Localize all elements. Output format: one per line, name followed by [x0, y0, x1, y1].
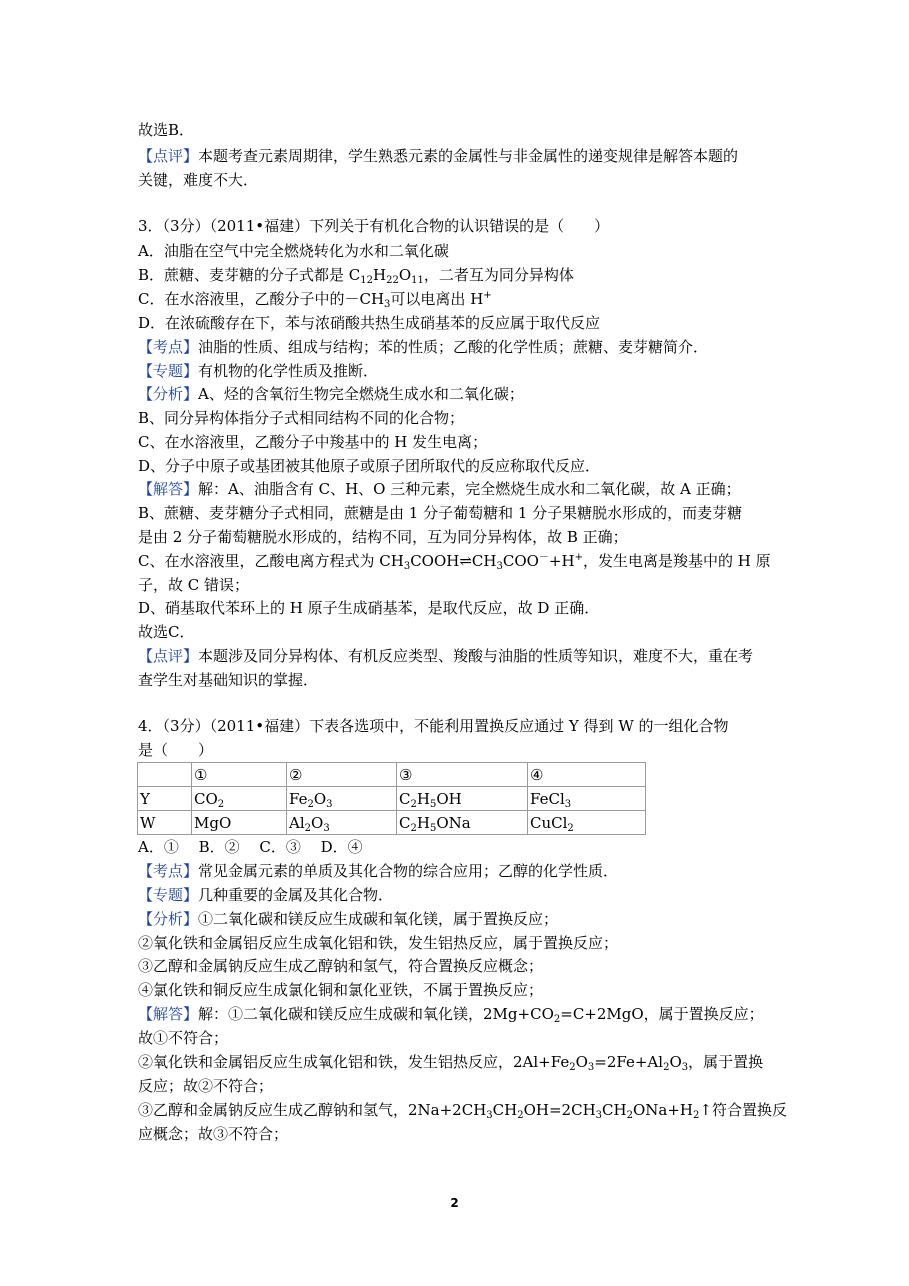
q3-option-c: C．在水溶液里，乙酸分子中的$-CH_3$可以电离出 H+ [138, 290, 492, 310]
q4-jieda-6: 应概念；故③不符合； [138, 1125, 289, 1143]
table-cell: Y [138, 787, 192, 811]
kaodian-tag: 【考点】 [138, 338, 199, 356]
table-cell: FeCl$_3$ [528, 787, 646, 811]
kaodian-tag: 【考点】 [138, 862, 199, 880]
q4-jieda-line: 【解答】解：①二氧化碳和镁反应生成碳和氧化镁，$2Mg+CO_2=C+2MgO$，属于置换反应； [138, 1005, 764, 1025]
table-cell: ③ [397, 763, 528, 787]
q3-review-line: 【点评】本题涉及同分异构体、有机反应类型、羧酸与油脂的性质等知识，难度不大，重在考 [138, 647, 754, 665]
jieda-tag: 【解答】 [138, 1005, 199, 1023]
table-cell: $C_2H_5ONa$ [397, 811, 528, 835]
q4-stem: 4．（3分）（2011•福建）下表各选项中，不能利用置换反应通过 Y 得到 W 的一组化合物 [138, 717, 729, 735]
q4-kaodian-line: 【考点】常见金属元素的单质及其化合物的综合应用；乙醇的化学性质． [138, 862, 619, 880]
table-cell: CuCl$_2$ [528, 811, 646, 835]
q4-fenxi-line: 【分析】①二氧化碳和镁反应生成碳和氧化镁，属于置换反应； [138, 910, 559, 928]
review-text: 本题考查元素周期律，学生熟悉元素的金属性与非金属性的递变规律是解答本题的 [198, 147, 739, 165]
q3-fenxi-d: D、分子中原子或基团被其他原子或原子团所取代的反应称取代反应． [138, 457, 601, 475]
table-cell: $CO_2$ [192, 787, 287, 811]
fenxi-tag: 【分析】 [138, 910, 199, 928]
q4-zhuanti-line: 【专题】几种重要的金属及其化合物． [138, 886, 394, 904]
q3-jieda-2: B、蔗糖、麦芽糖分子式相同，蔗糖是由 1 分子葡萄糖和 1 分子果糖脱水形成的，而麦芽糖 [138, 504, 743, 522]
q4-fenxi-4: ④氯化铁和铜反应生成氯化铜和氯化亚铁，不属于置换反应； [138, 981, 544, 999]
table-cell: ④ [528, 763, 646, 787]
q3-jieda-5: 子，故 C 错误； [138, 576, 250, 594]
q4-fenxi-2: ②氧化铁和金属铝反应生成氧化铝和铁，发生铝热反应，属于置换反应； [138, 934, 619, 952]
table-cell: ① [192, 763, 287, 787]
q3-fenxi-b: B、同分异构体指分子式相同结构不同的化合物； [138, 409, 465, 427]
zhuanti-tag: 【专题】 [138, 362, 199, 380]
table-cell: $C_2H_5OH$ [397, 787, 528, 811]
table-cell [138, 763, 192, 787]
q3-review-cont: 查学生对基础知识的掌握． [138, 671, 319, 689]
table-cell: $Fe_2O_3$ [287, 787, 397, 811]
q4-options: A．① B．② C．③ D．④ [138, 838, 363, 856]
jieda-tag: 【解答】 [138, 480, 199, 498]
review-line-cont: 关键，难度不大． [138, 171, 259, 189]
q4-fenxi-3: ③乙醇和金属钠反应生成乙醇钠和氢气，符合置换反应概念； [138, 957, 544, 975]
q3-stem: 3．（3分）（2011•福建）下列关于有机化合物的认识错误的是（ ） [138, 217, 610, 235]
q3-jieda-4: C、在水溶液里，乙酸电离方程式为 $CH_3COOH\rightleftharpoons CH_3COO^-+H^+$，发生电离是羧基中的 H 原 [138, 552, 771, 572]
table-cell: $Al_2O_3$ [287, 811, 397, 835]
q3-option-a: A．油脂在空气中完全燃烧转化为水和二氧化碳 [138, 242, 449, 260]
table-cell: W [138, 811, 192, 835]
fenxi-tag: 【分析】 [138, 385, 199, 403]
q3-jieda-line: 【解答】解：A、油脂含有 C、H、O 三种元素，完全燃烧生成水和二氧化碳，故 A 正确； [138, 480, 741, 498]
table-cell: ② [287, 763, 397, 787]
q3-kaodian-line: 【考点】油脂的性质、组成与结构；苯的性质；乙酸的化学性质；蔗糖、麦芽糖简介． [138, 338, 709, 356]
q3-jieda-6: D、硝基取代苯环上的 H 原子生成硝基苯，是取代反应，故 D 正确． [138, 599, 600, 617]
q4-jieda-2: 故①不符合； [138, 1029, 229, 1047]
q4-jieda-4: 反应；故②不符合； [138, 1077, 274, 1095]
q3-fenxi-line: 【分析】A、烃的含氧衍生物完全燃烧生成水和二氧化碳； [138, 385, 524, 403]
q4-jieda-3: ②氧化铁和金属铝反应生成氧化铝和铁，发生铝热反应，$2Al+Fe_2O_3=2Fe+Al_2O_3$，属于置换 [138, 1053, 764, 1073]
review-tag: 【点评】 [138, 647, 199, 665]
table-row-w [138, 811, 646, 835]
table-cell: MgO [192, 811, 287, 835]
conclusion-line: 故选B． [138, 121, 195, 139]
zhuanti-tag: 【专题】 [138, 886, 199, 904]
q4-jieda-5: ③乙醇和金属钠反应生成乙醇钠和氢气，$2Na+2CH_3CH_2OH=2CH_3CH_2ONa+H_2↑$符合置换反 [138, 1101, 787, 1121]
table-row-y [138, 787, 646, 811]
q3-fenxi-c: C、在水溶液里，乙酸分子中羧基中的 H 发生电离； [138, 433, 488, 451]
q4-stem-cont: 是（ ） [138, 741, 214, 759]
q3-jieda-3: 是由 2 分子葡萄糖脱水形成的，结构不同，互为同分异构体，故 B 正确； [138, 528, 628, 546]
q3-option-b: B．蔗糖、麦芽糖的分子式都是 $C_{12}H_{22}O_{11}$，二者互为同分异构体 [138, 266, 574, 286]
table-header-row [138, 763, 646, 787]
q3-option-d: D．在浓硫酸存在下，苯与浓硝酸共热生成硝基苯的反应属于取代反应 [138, 314, 601, 332]
page-number: 2 [450, 1196, 459, 1210]
options-table [137, 762, 646, 835]
review-line [138, 146, 738, 166]
q3-conclusion: 故选C． [138, 623, 195, 641]
q3-zhuanti-line: 【专题】有机物的化学性质及推断． [138, 362, 379, 380]
review-tag: 【点评】 [138, 147, 199, 165]
